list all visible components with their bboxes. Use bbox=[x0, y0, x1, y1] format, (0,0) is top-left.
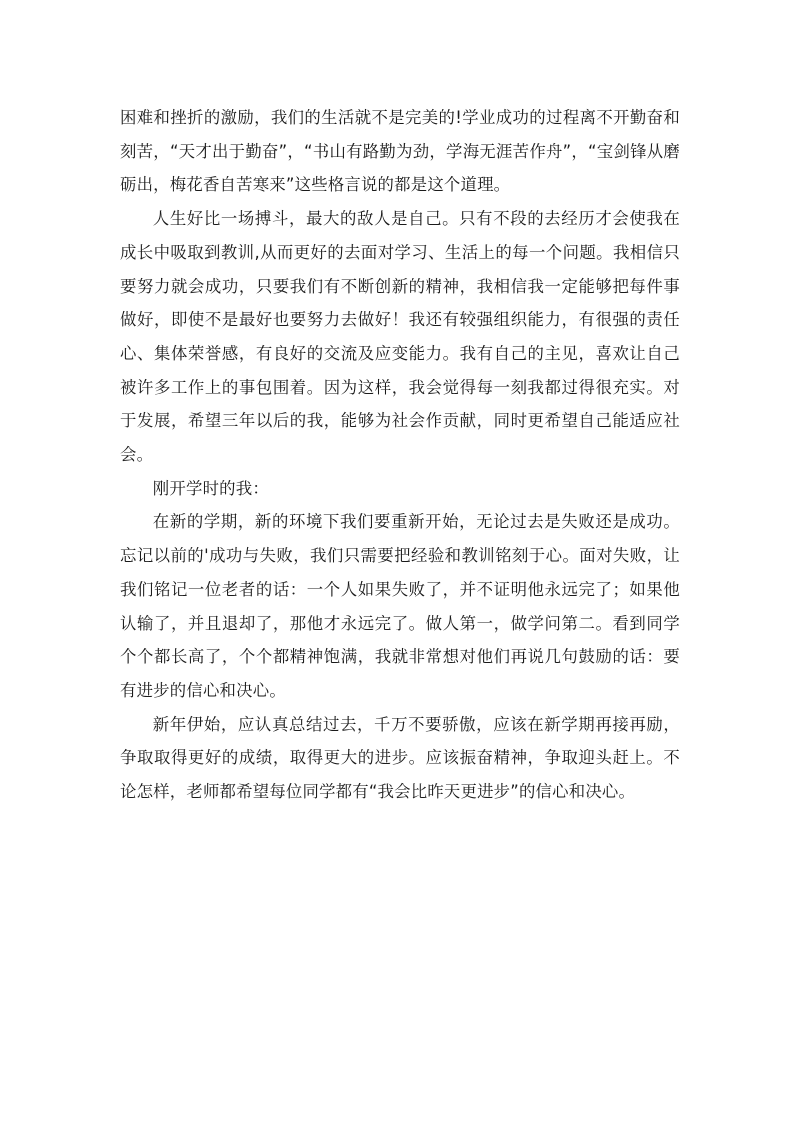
paragraph-continuation: 困难和挫折的激励，我们的生活就不是完美的!学业成功的过程离不开勤奋和刻苦，“天才出于勤奋”，“书山有路勤为劲，学海无涯苦作舟”，“宝剑锋从磨砺出，梅花香自苦寒来”这些格言说的都是这个道理。 bbox=[120, 108, 680, 195]
paragraph-new-year: 新年伊始，应认真总结过去，千万不要骄傲，应该在新学期再接再励，争取取得更好的成绩，取得更大的进步。应该振奋精神，争取迎头赶上。不论怎样，老师都希望每位同学都有“我会比昨天更进步”的信心和决心。 bbox=[120, 714, 680, 802]
paragraph-heading-new-semester: 刚开学时的我： bbox=[152, 478, 269, 498]
document-body bbox=[120, 101, 680, 809]
paragraph-new-semester: 在新的学期，新的环境下我们要重新开始，无论过去是失败还是成功。忘记以前的'成功与失败，我们只需要把经验和教训铭刻于心。面对失败，让我们铭记一位老者的话：一个人如果失败了，并不证明他永远完了；如果他认输了，并且退却了，那他才永远完了。做人第一，做学问第二。看到同学个个都长高了，个个都精神饱满，我就非常想对他们再说几句鼓励的话：要有进步的信心和决心。 bbox=[120, 512, 680, 700]
paragraph-life-struggle: 人生好比一场搏斗，最大的敌人是自己。只有不段的去经历才会使我在成长中吸取到教训,从而更好的去面对学习、生活上的每一个问题。我相信只要努力就会成功，只要我们有不断创新的精神，我相信我一定能够把每件事做好，即使不是最好也要努力去做好！我还有较强组织能力，有很强的责任心、集体荣誉感，有良好的交流及应变能力。我有自己的主见，喜欢让自己被许多工作上的事包围着。因为这样，我会觉得每一刻我都过得很充实。对于发展，希望三年以后的我，能够为社会作贡献，同时更希望自己能适应社会。 bbox=[120, 209, 680, 465]
